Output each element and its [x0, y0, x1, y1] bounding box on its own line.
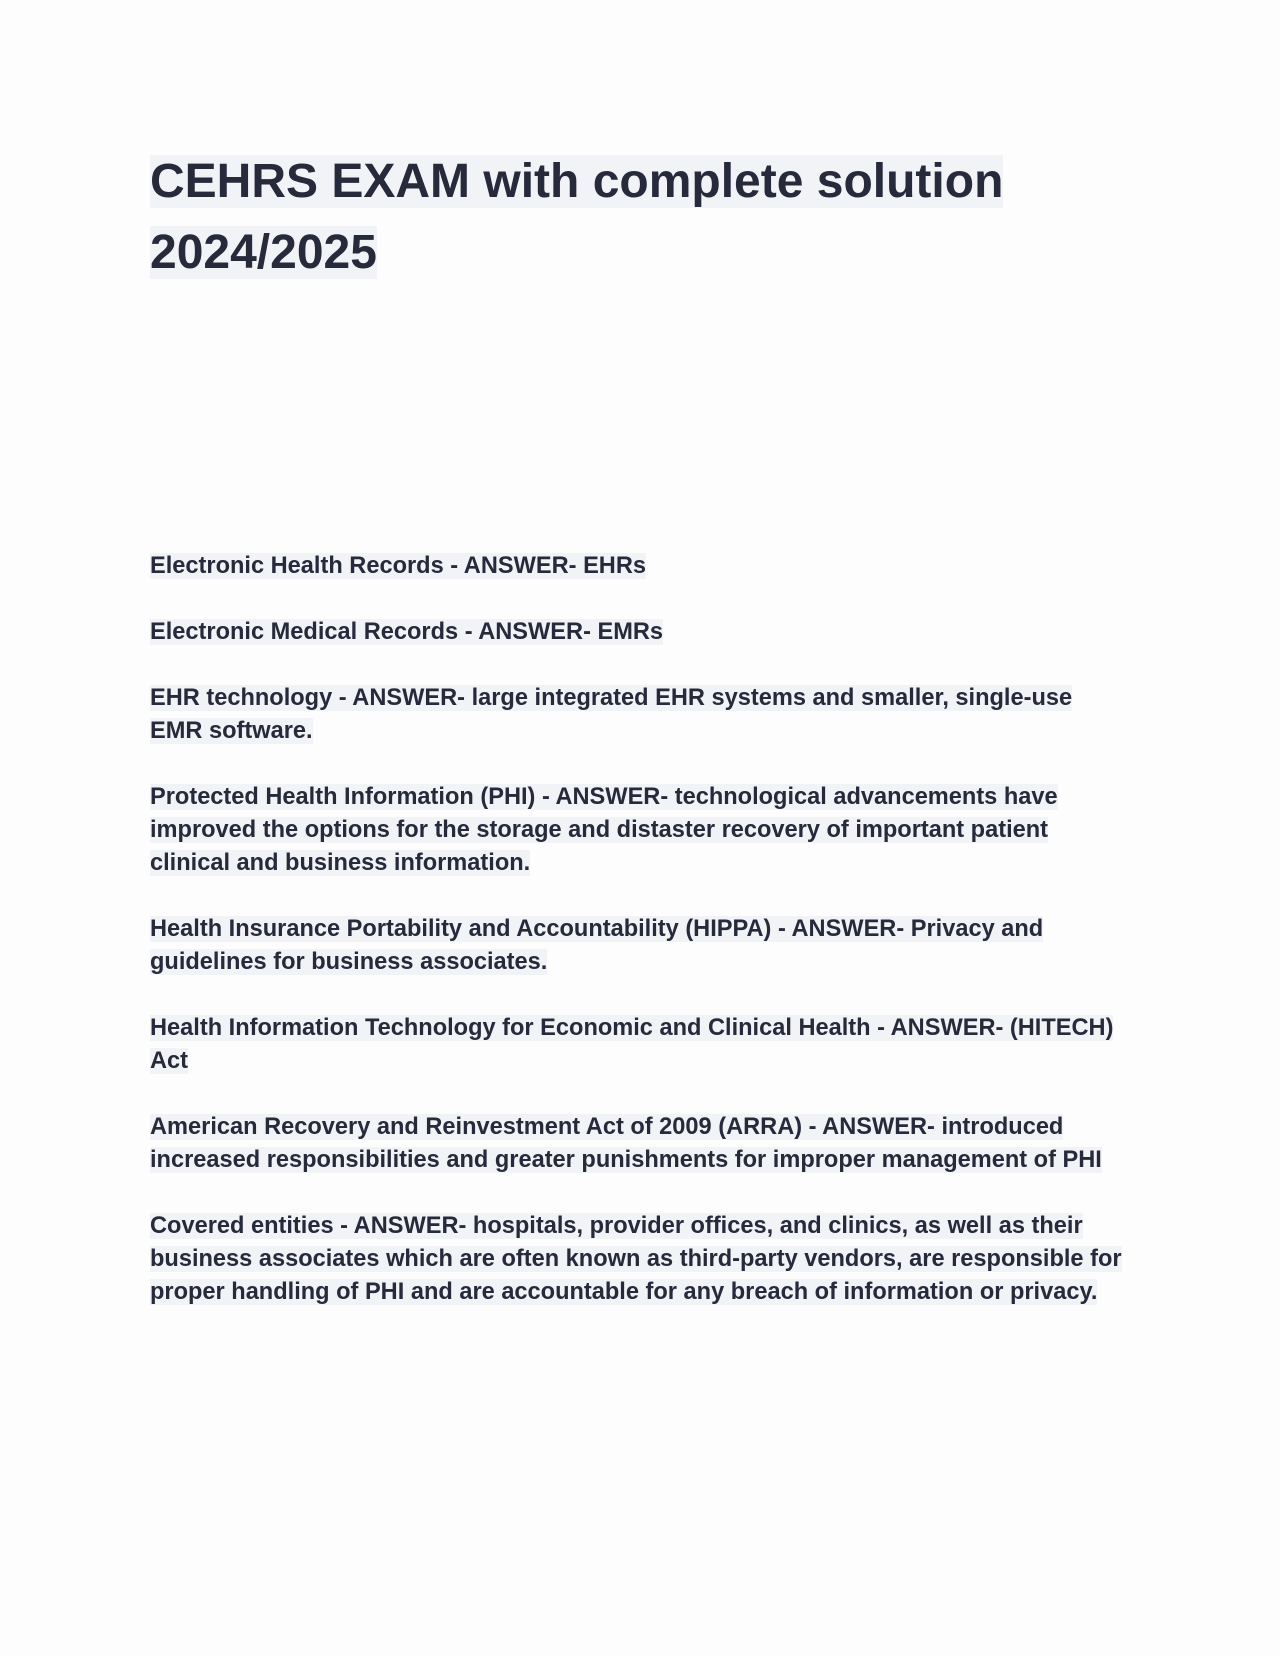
document-title-text: CEHRS EXAM with complete solution 2024/2025 — [150, 155, 1004, 279]
qa-item-text: Electronic Health Records - ANSWER- EHRs — [150, 553, 646, 579]
qa-item — [150, 913, 1130, 979]
qa-item-text: EHR technology - ANSWER- large integrated EHR systems and smaller, single-use EMR software. — [150, 685, 1073, 744]
document-title — [150, 146, 1130, 288]
qa-item — [150, 1111, 1130, 1177]
qa-item — [150, 682, 1130, 748]
qa-item-text: Electronic Medical Records - ANSWER- EMRs — [150, 619, 664, 645]
qa-item-text: Protected Health Information (PHI) - ANSWER- technological advancements have improved the options for the storage and distaster recovery of important patient clinical and business information. — [150, 784, 1058, 876]
qa-item-text: Covered entities - ANSWER- hospitals, provider offices, and clinics, as well as their business associates which are often known as third-party vendors, are responsible for proper handling of PHI and are accountable for any breach of information or privacy. — [150, 1213, 1122, 1305]
qa-item — [150, 550, 1130, 583]
qa-item-text: American Recovery and Reinvestment Act of 2009 (ARRA) - ANSWER- introduced increased responsibilities and greater punishments for improper management of PHI — [150, 1114, 1102, 1173]
qa-item — [150, 616, 1130, 649]
qa-item — [150, 781, 1130, 880]
qa-item-text: Health Insurance Portability and Accountability (HIPPA) - ANSWER- Privacy and guidelines for business associates. — [150, 916, 1044, 975]
qa-list — [150, 550, 1130, 1342]
qa-item — [150, 1012, 1130, 1078]
qa-item-text: Health Information Technology for Economic and Clinical Health - ANSWER- (HITECH) Act — [150, 1015, 1114, 1074]
qa-item — [150, 1210, 1130, 1309]
